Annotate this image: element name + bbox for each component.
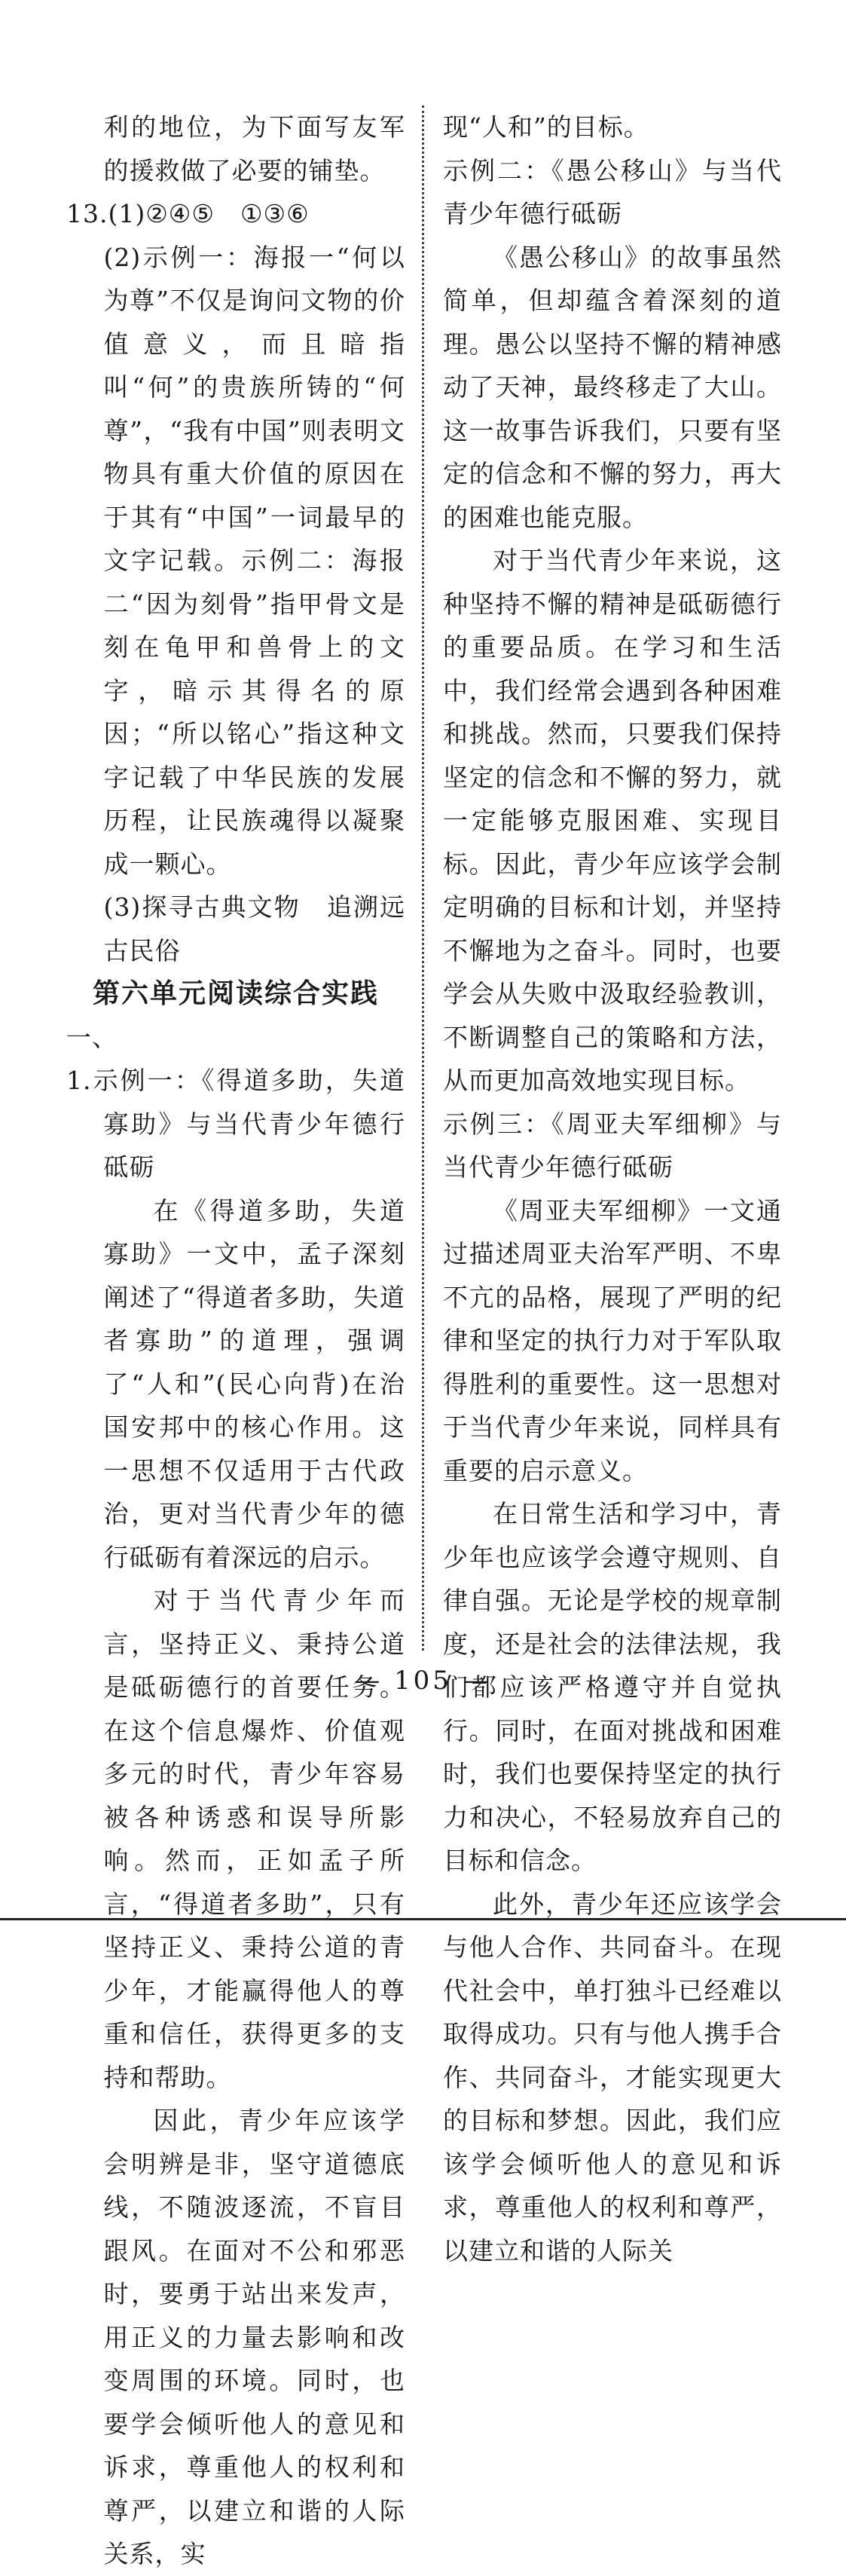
- example-3-paragraph-2: 在日常生活和学习中，青少年也应该学会遵守规则、自律自强。无论是学校的规章制度，还是社会的法律法规，我们都应该严格遵守并自觉执行。同时，在面对挑战和困难时，我们也要保持坚定的执行力和决心，不轻易放弃自己的目标和信念。: [443, 1499, 782, 1875]
- example-1-title: 1.示例一：《得道多助，失道寡助》与当代青少年德行砥砺: [66, 1066, 405, 1182]
- example-1-paragraph-3: 因此，青少年应该学会明辨是非，坚守道德底线，不随波逐流，不盲目跟风。在面对不公和邪恶时，要勇于站出来发声，用正义的力量去影响和改变周围的环境。同时，也要学会倾听他人的意见和诉求，尊重他人的权利和尊严，以建立和谐的人际关系，实: [103, 2106, 405, 2568]
- example-1-paragraph-2: 对于当代青少年而言，坚持正义、秉持公道是砥砺德行的首要任务。在这个信息爆炸、价值观多元的时代，青少年容易被各种诱惑和误导所影响。然而，正如孟子所言，“得道者多助”，只有坚持正义、秉持公道的青少年，才能赢得他人的尊重和信任，获得更多的支持和帮助。: [103, 1586, 405, 2092]
- example-3-title: 示例三：《周亚夫军细柳》与当代青少年德行砥砺: [443, 1109, 782, 1182]
- question-13-part3: (3)探寻古典文物 追溯远古民俗: [103, 892, 405, 965]
- right-column: [443, 106, 782, 2272]
- paragraph-continuation: 现“人和”的目标。: [443, 112, 649, 142]
- left-column: [66, 106, 405, 2576]
- example-2-title: 示例二：《愚公移山》与当代青少年德行砥砺: [443, 155, 782, 228]
- example-1-paragraph-1: 在《得道多助，失道寡助》一文中，孟子深刻阐述了“得道者多助，失道者寡助”的道理，强调了“人和”(民心向背)在治国安邦中的核心作用。这一思想不仅适用于古代政治，更对当代青少年的德行砥砺有着深远的启示。: [103, 1195, 405, 1572]
- example-2-paragraph-2: 对于当代青少年来说，这种坚持不懈的精神是砥砺德行的重要品质。在学习和生活中，我们经常会遇到各种困难和挑战。然而，只要我们保持坚定的信念和不懈的努力，就一定能够克服困难、实现目标。因此，青少年应该学会制定明确的目标和计划，并坚持不懈地为之奋斗。同时，也要学会从失败中汲取经验教训，不断调整自己的策略和方法，从而更加高效地实现目标。: [443, 546, 782, 1095]
- unit-title: 第六单元阅读综合实践: [92, 978, 379, 1009]
- question-13-part1: 13.(1)②④⑤ ①③⑥: [66, 199, 310, 228]
- question-13-part2: (2)示例一：海报一“何以为尊”不仅是询问文物的价值意义，而且暗指叫“何”的贵族所铸的“何尊”，“我有中国”则表明文物具有重大价值的原因在于其有“中国”一词最早的文字记载。示例二：海报二“因为刻骨”指甲骨文是刻在龟甲和兽骨上的文字，暗示其得名的原因；“所以铭心”指这种文字记载了中华民族的发展历程，让民族魂得以凝聚成一颗心。: [103, 242, 405, 879]
- example-3-paragraph-1: 《周亚夫军细柳》一文通过描述周亚夫治军严明、不卑不亢的品格，展现了严明的纪律和坚定的执行力对于军队取得胜利的重要性。这一思想对于当代青少年来说，同样具有重要的启示意义。: [443, 1195, 782, 1485]
- section-number: 一、: [66, 1022, 118, 1052]
- column-divider: [422, 106, 424, 1651]
- example-3-paragraph-3: 此外，青少年还应该学会与他人合作、共同奋斗。在现代社会中，单打独斗已经难以取得成功。只有与他人携手合作、共同奋斗，才能实现更大的目标和梦想。因此，我们应该学会倾听他人的意见和诉求，尊重他人的权利和尊严，以建立和谐的人际关: [443, 1889, 782, 2265]
- page-number: — 105 —: [354, 1666, 492, 1696]
- example-2-paragraph-1: 《愚公移山》的故事虽然简单，但却蕴含着深刻的道理。愚公以坚持不懈的精神感动了天神，最终移走了大山。这一故事告诉我们，只要有坚定的信念和不懈的努力，再大的困难也能克服。: [443, 242, 782, 532]
- paragraph-continuation: 利的地位，为下面写友军的援救做了必要的铺垫。: [103, 112, 405, 185]
- bottom-rule: [0, 1918, 846, 1920]
